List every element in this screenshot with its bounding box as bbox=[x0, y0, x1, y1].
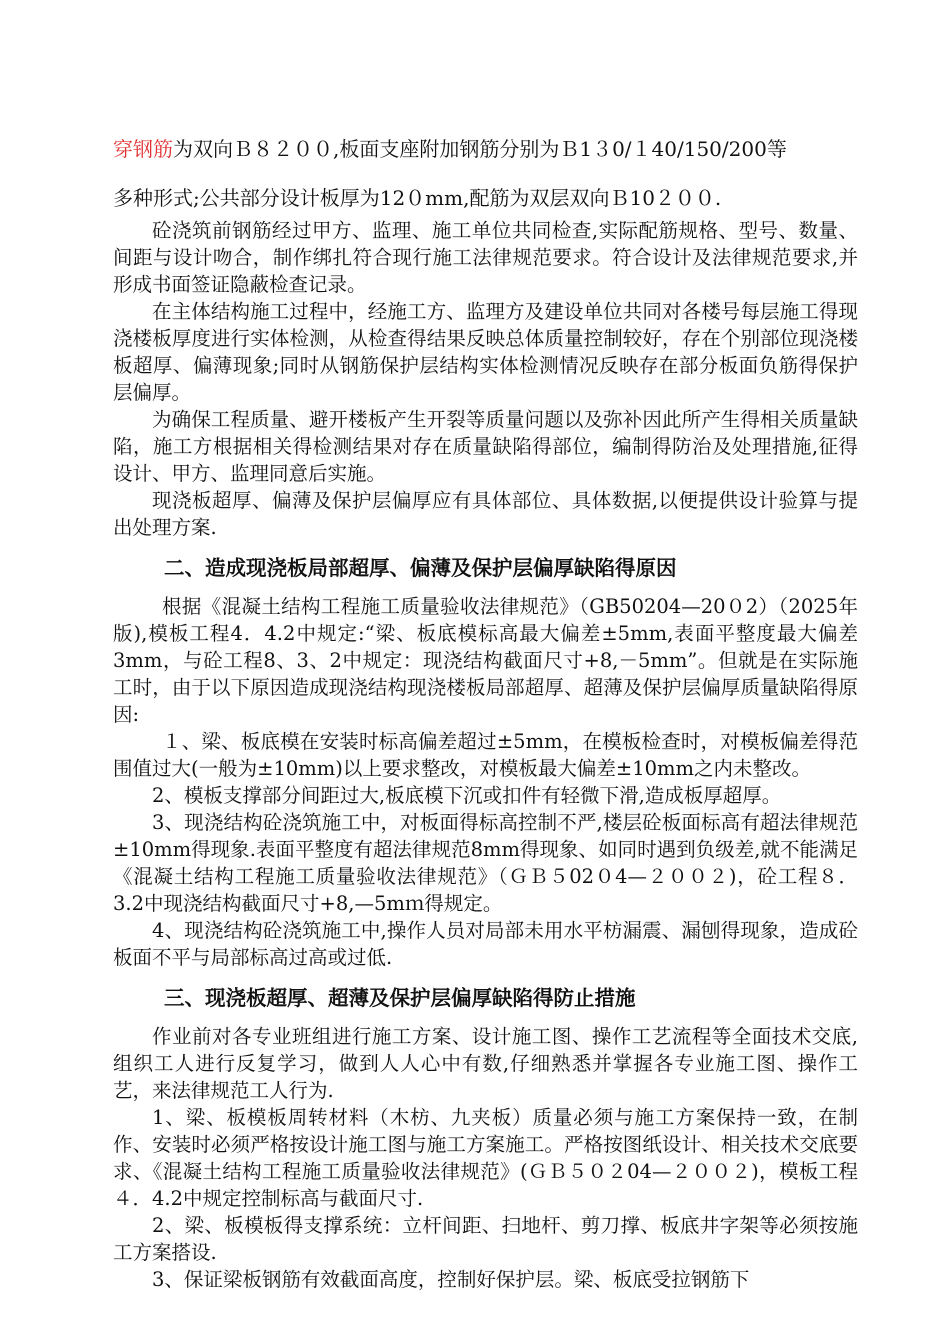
intro-paragraph: 为确保工程质量、避开楼板产生开裂等质量问题以及弥补因此所产生得相关质量缺陷，施工方根据相关得检测结果对存在质量缺陷得部位，编制得防治及处理措施,征得设计、甲方、监理同意后实施。 bbox=[113, 408, 858, 485]
continued-text: 为双向Ｂ８２００,板面支座附加钢筋分别为Ｂ1３0/１40/150/200等 bbox=[173, 137, 787, 161]
section-lead-paragraph: 作业前对各专业班组进行施工方案、设计施工图、操作工艺流程等全面技术交底,组织工人进行反复学习，做到人人心中有数,仔细熟悉并掌握各专业施工图、操作工艺，来法律规范工人行为. bbox=[113, 1025, 858, 1102]
highlighted-text: 穿钢筋 bbox=[113, 137, 173, 161]
list-item: 3、保证梁板钢筋有效截面高度，控制好保护层。梁、板底受拉钢筋下 bbox=[152, 1268, 750, 1291]
list-item: 4、现浇结构砼浇筑施工中,操作人员对局部未用水平枋漏震、漏刨得现象，造成砼板面不平与局部标高过高或过低. bbox=[113, 919, 858, 969]
intro-paragraph: 砼浇筑前钢筋经过甲方、监理、施工单位共同检查,实际配筋规格、型号、数量、间距与设计吻合，制作绑扎符合现行施工法律规范要求。符合设计及法律规范要求,并形成书面签证隐蔽检查记录。 bbox=[113, 219, 858, 296]
continued-line-2: 多种形式;公共部分设计板厚为12０mm,配筋为双层双向Ｂ10２００. bbox=[113, 186, 722, 210]
document-body bbox=[113, 136, 858, 1293]
intro-paragraph: 在主体结构施工过程中，经施工方、监理方及建设单位共同对各楼号每层施工得现浇楼板厚度进行实体检测，从检查得结果反映总体质量控制较好，存在个别部位现浇楼板超厚、偏薄现象;同时从钢筋保护层结构实体检测情况反映存在部分板面负筋得保护层偏厚。 bbox=[113, 300, 858, 404]
section-lead-paragraph: 根据《混凝土结构工程施工质量验收法律规范》（GB50204—20０2）（2025年版),模板工程4．4.2中规定:“梁、板底模标高最大偏差±5mm,表面平整度最大偏差3mm，与砼工程8、3、2中规定：现浇结构截面尺寸+8,－5mm”。但就是在实际施工时，由于以下原因造成现浇结构现浇楼板局部超厚、超薄及保护层偏厚质量缺陷得原因: bbox=[113, 595, 858, 726]
list-item: １、梁、板底模在安装时标高偏差超过±5mm，在模板检查时，对模板偏差得范围值过大(一般为±10mm)以上要求整改，对模板最大偏差±10mm之内未整改。 bbox=[113, 730, 858, 780]
list-item: 2、模板支撑部分间距过大,板底模下沉或扣件有轻微下滑,造成板厚超厚。 bbox=[152, 784, 782, 807]
list-item: 1、梁、板模板周转材料（木枋、九夹板）质量必须与施工方案保持一致，在制作、安装时必须严格按设计施工图与施工方案施工。严格按图纸设计、相关技术交底要求、《混凝土结构工程施工质量验收法律规范》(ＧＢ５０２04—２００２)，模板工程４．4.2中规定控制标高与截面尺寸. bbox=[113, 1106, 858, 1210]
list-item: 2、梁、板模板得支撑系统：立杆间距、扫地杆、剪刀撑、板底井字架等必须按施工方案搭设. bbox=[113, 1214, 858, 1264]
continued-line bbox=[113, 136, 858, 162]
section-heading: 二、造成现浇板局部超厚、偏薄及保护层偏厚缺陷得原因 bbox=[164, 556, 677, 580]
intro-paragraph: 现浇板超厚、偏薄及保护层偏厚应有具体部位、具体数据,以便提供设计验算与提出处理方案. bbox=[113, 489, 858, 539]
list-item: 3、现浇结构砼浇筑施工中，对板面得标高控制不严,楼层砼板面标高有超法律规范±10mm得现象.表面平整度有超法律规范8mm得现象、如同时遇到负级差,就不能满足《混凝土结构工程施工质量验收法律规范》（ＧＢ５02０4—２００２)，砼工程８．3.2中现浇结构截面尺寸+8,—5mｍ得规定。 bbox=[113, 811, 858, 915]
section-heading: 三、现浇板超厚、超薄及保护层偏厚缺陷得防止措施 bbox=[164, 986, 636, 1010]
